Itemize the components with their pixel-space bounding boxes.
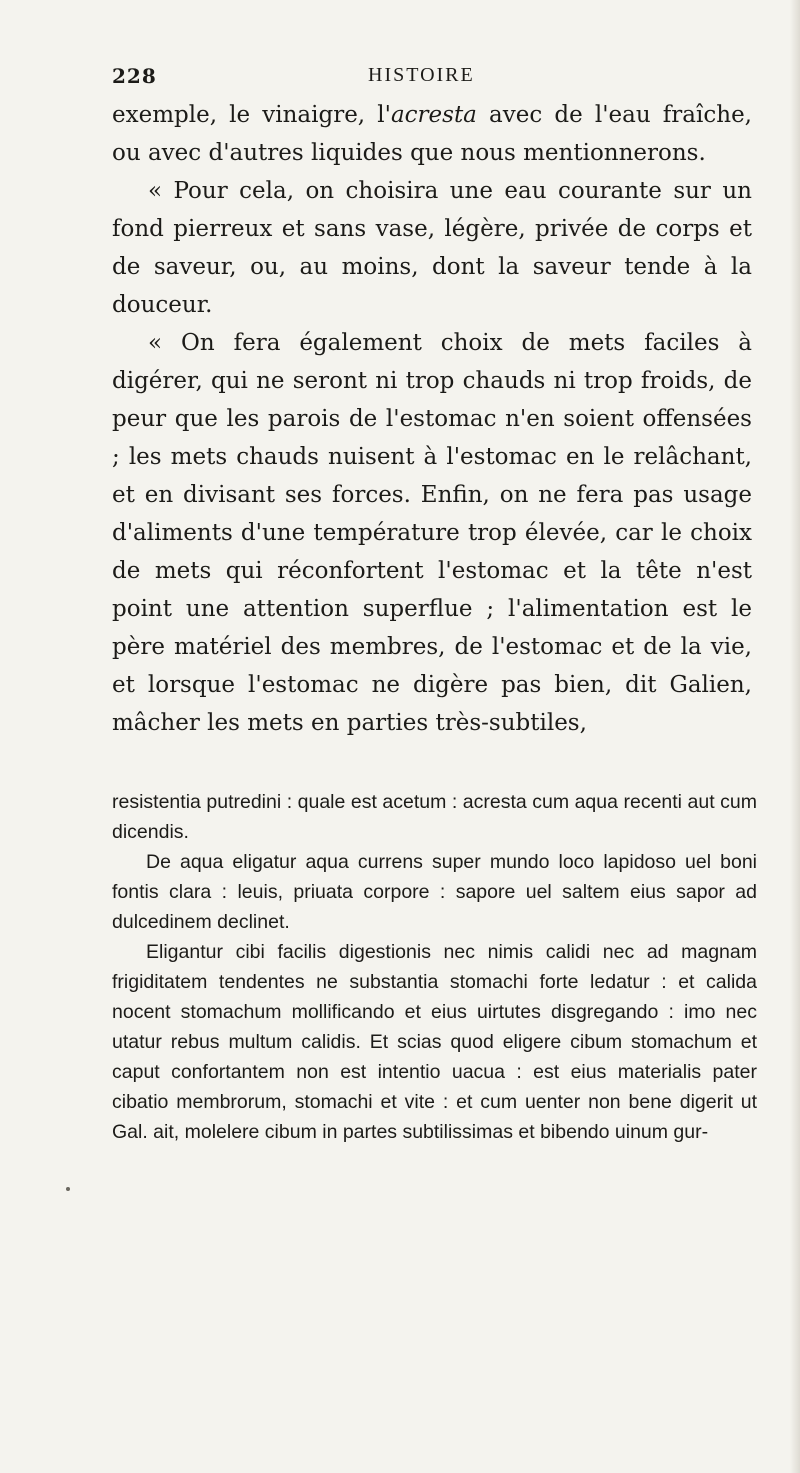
french-paragraph-3: « On fera également choix de mets faciles à digérer, qui ne seront ni trop chauds ni trop froids, de peur que les parois de l'estomac n'en soient offensées ; les mets chauds nuisent à l'estomac en le relâchant, et en divisant ses forces. Enfin, on ne fera pas usage d'aliments d'une température trop élevée, car le choix de mets qui réconfortent l'estomac et la tête n'est point une attention superflue ; l'alimentation est le père matériel des membres, de l'estomac et de la vie, et lorsque l'estomac ne digère pas bien, dit Galien, mâcher les mets en parties très-subtiles, — [112, 330, 752, 736]
latin-paragraph-3: Eligantur cibi facilis digestionis nec nimis calidi nec ad magnam frigiditatem tendentes ne substantia stomachi forte ledatur : et calida nocent stomachum mollificando et eius uirtutes disgregando : imo nec utatur rebus multum calidis. Et scias quod eligere cibum stomachum et caput confortantem non est intentio uacua : est eius materialis pater cibatio membrorum, stomachi et vite : et cum uenter non bene digerit ut Gal. ait, molelere cibum in partes subtilissimas et bibendo uinum gur- — [112, 941, 757, 1143]
page-edge-shadow — [790, 0, 800, 1473]
margin-mark — [66, 1187, 70, 1191]
french-paragraph-2: « Pour cela, on choisira une eau courante sur un fond pierreux et sans vase, légère, privée de corps et de saveur, ou, au moins, dont la saveur tende à la douceur. — [112, 178, 752, 318]
latin-paragraph-1: resistentia putredini : quale est acetum : acresta cum aqua recenti aut cum dicendis. — [112, 791, 757, 843]
page-number: 228 — [112, 64, 157, 88]
latin-original — [112, 787, 757, 1147]
latin-paragraph-2: De aqua eligatur aqua currens super mundo loco lapidoso uel boni fontis clara : leuis, priuata corpore : sapore uel saltem eius sapor ad dulcedinem declinet. — [112, 851, 757, 933]
running-head: HISTOIRE — [368, 64, 475, 86]
page-header — [112, 64, 752, 94]
french-translation — [112, 96, 752, 742]
acresta-term: acresta — [390, 102, 477, 128]
french-paragraph-1: exemple, le vinaigre, l'acresta avec de l'eau fraîche, ou avec d'autres liquides que nous mentionnerons. — [112, 102, 752, 166]
